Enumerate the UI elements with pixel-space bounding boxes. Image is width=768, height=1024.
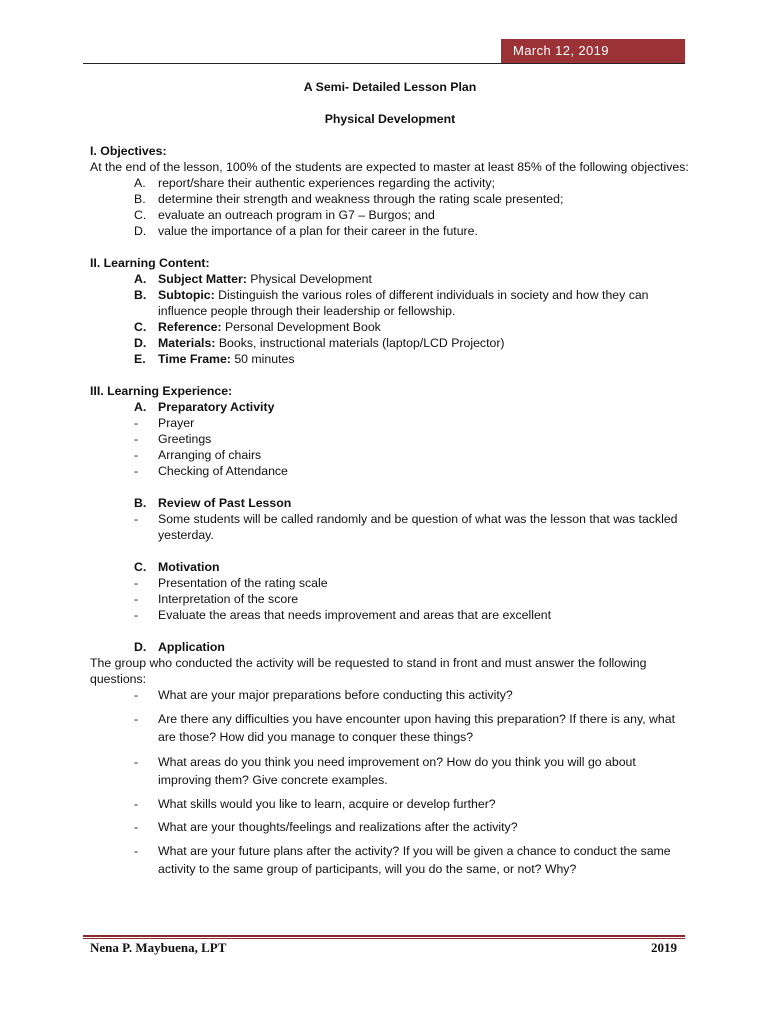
item-label: Subject Matter: [158, 272, 247, 286]
list-text: What are your major preparations before conducting this activity? [158, 688, 513, 702]
list-marker: B. [134, 192, 146, 206]
dash-marker: - [134, 416, 139, 430]
objectives-intro: At the end of the lesson, 100% of the students are expected to master at least 85% of the following objectives: [90, 160, 689, 174]
list-item [90, 415, 690, 431]
footer-author: Nena P. Maybuena, LPT [90, 940, 227, 955]
dash-marker: - [134, 844, 139, 858]
item-label: Subtopic: [158, 288, 215, 302]
dash-marker: - [134, 755, 139, 769]
subsection-title: Application [158, 640, 225, 654]
list-text: Are there any difficulties you have encounter upon having this preparation? If there is any, what are those? How did you manage to conquer these things? [158, 712, 676, 744]
list-text: Some students will be called randomly and be question of what was the lesson that was tackled yesterday. [158, 512, 678, 542]
dash-marker: - [134, 592, 139, 606]
list-text: value the importance of a plan for their career in the future. [158, 224, 478, 238]
list-text: Evaluate the areas that needs improvement and areas that are excellent [158, 608, 552, 622]
list-marker: B. [134, 496, 147, 510]
footer-divider [83, 935, 685, 937]
dash-marker: - [134, 576, 139, 590]
list-item [90, 175, 690, 191]
list-item [90, 271, 690, 287]
document-title: A Semi- Detailed Lesson Plan [303, 80, 477, 94]
item-text: 50 minutes [230, 352, 295, 366]
subsection-heading [90, 639, 690, 655]
list-item [90, 796, 690, 812]
dash-marker: - [134, 820, 139, 834]
list-item [90, 591, 690, 607]
list-item [90, 351, 690, 367]
list-text: Presentation of the rating scale [158, 576, 328, 590]
list-marker: B. [134, 288, 147, 302]
item-text: Books, instructional materials (laptop/LCD Projector) [215, 336, 505, 350]
learning-experience-heading: III. Learning Experience: [90, 384, 233, 398]
learning-content-heading: II. Learning Content: [90, 256, 210, 270]
list-text: Arranging of chairs [158, 448, 262, 462]
item-text: Personal Development Book [221, 320, 381, 334]
list-item [90, 463, 690, 479]
list-item [90, 753, 690, 789]
subsection-title: Preparatory Activity [158, 400, 275, 414]
list-item [90, 447, 690, 463]
list-marker: A. [134, 400, 147, 414]
subsection-heading [90, 559, 690, 575]
subsection-heading [90, 399, 690, 415]
header-divider [83, 63, 685, 64]
list-item [90, 842, 690, 878]
list-item [90, 207, 690, 223]
list-marker: D. [134, 224, 147, 238]
list-item [90, 319, 690, 335]
dash-marker: - [134, 797, 139, 811]
lesson-plan-document [90, 79, 690, 878]
list-text: evaluate an outreach program in G7 – Burgos; and [158, 208, 435, 222]
application-intro: The group who conducted the activity will be requested to stand in front and must answer the following questions: [90, 656, 647, 686]
list-item [90, 710, 690, 746]
footer-year: 2019 [651, 940, 677, 955]
dash-marker: - [134, 448, 139, 462]
list-text: What are your thoughts/feelings and realizations after the activity? [158, 820, 518, 834]
list-text: Checking of Attendance [158, 464, 288, 478]
dash-marker: - [134, 432, 139, 446]
dash-marker: - [134, 512, 139, 526]
list-text: What skills would you like to learn, acquire or develop further? [158, 797, 496, 811]
objectives-heading: I. Objectives: [90, 144, 167, 158]
list-marker: C. [134, 208, 147, 222]
item-label: Reference: [158, 320, 222, 334]
date-badge: March 12, 2019 [501, 39, 685, 63]
dash-marker: - [134, 464, 139, 478]
item-label: Time Frame: [158, 352, 231, 366]
list-marker: C. [134, 320, 147, 334]
subsection-title: Motivation [158, 560, 220, 574]
list-text: report/share their authentic experiences regarding the activity; [158, 176, 495, 190]
list-item [90, 511, 690, 543]
subsection-heading [90, 495, 690, 511]
list-item [90, 191, 690, 207]
dash-marker: - [134, 688, 139, 702]
dash-marker: - [134, 712, 139, 726]
list-item [90, 607, 690, 623]
list-text: What areas do you think you need improvement on? How do you think you will go about improving them? Give concrete examples. [158, 755, 636, 787]
list-item [90, 287, 690, 319]
list-marker: A. [134, 272, 147, 286]
list-text: Prayer [158, 416, 195, 430]
list-text: Greetings [158, 432, 212, 446]
list-text: determine their strength and weakness through the rating scale presented; [158, 192, 564, 206]
dash-marker: - [134, 608, 139, 622]
list-item [90, 819, 690, 835]
list-text: Interpretation of the score [158, 592, 299, 606]
list-item [90, 223, 690, 239]
list-item [90, 575, 690, 591]
list-marker: E. [134, 352, 146, 366]
item-label: Materials: [158, 336, 216, 350]
list-item [90, 335, 690, 351]
list-item [90, 431, 690, 447]
list-marker: D. [134, 640, 147, 654]
list-marker: C. [134, 560, 147, 574]
document-subtitle: Physical Development [324, 112, 456, 126]
subsection-title: Review of Past Lesson [158, 496, 292, 510]
list-marker: A. [134, 176, 146, 190]
item-text: Distinguish the various roles of different individuals in society and how they can influence people through their leadership or fellowship. [158, 288, 649, 318]
list-item [90, 687, 690, 703]
item-text: Physical Development [246, 272, 372, 286]
footer-divider-thin [83, 938, 685, 939]
list-text: What are your future plans after the activity? If you will be given a chance to conduct the same activity to the same group of participants, will you do the same, or not? Why? [158, 844, 671, 876]
list-marker: D. [134, 336, 147, 350]
